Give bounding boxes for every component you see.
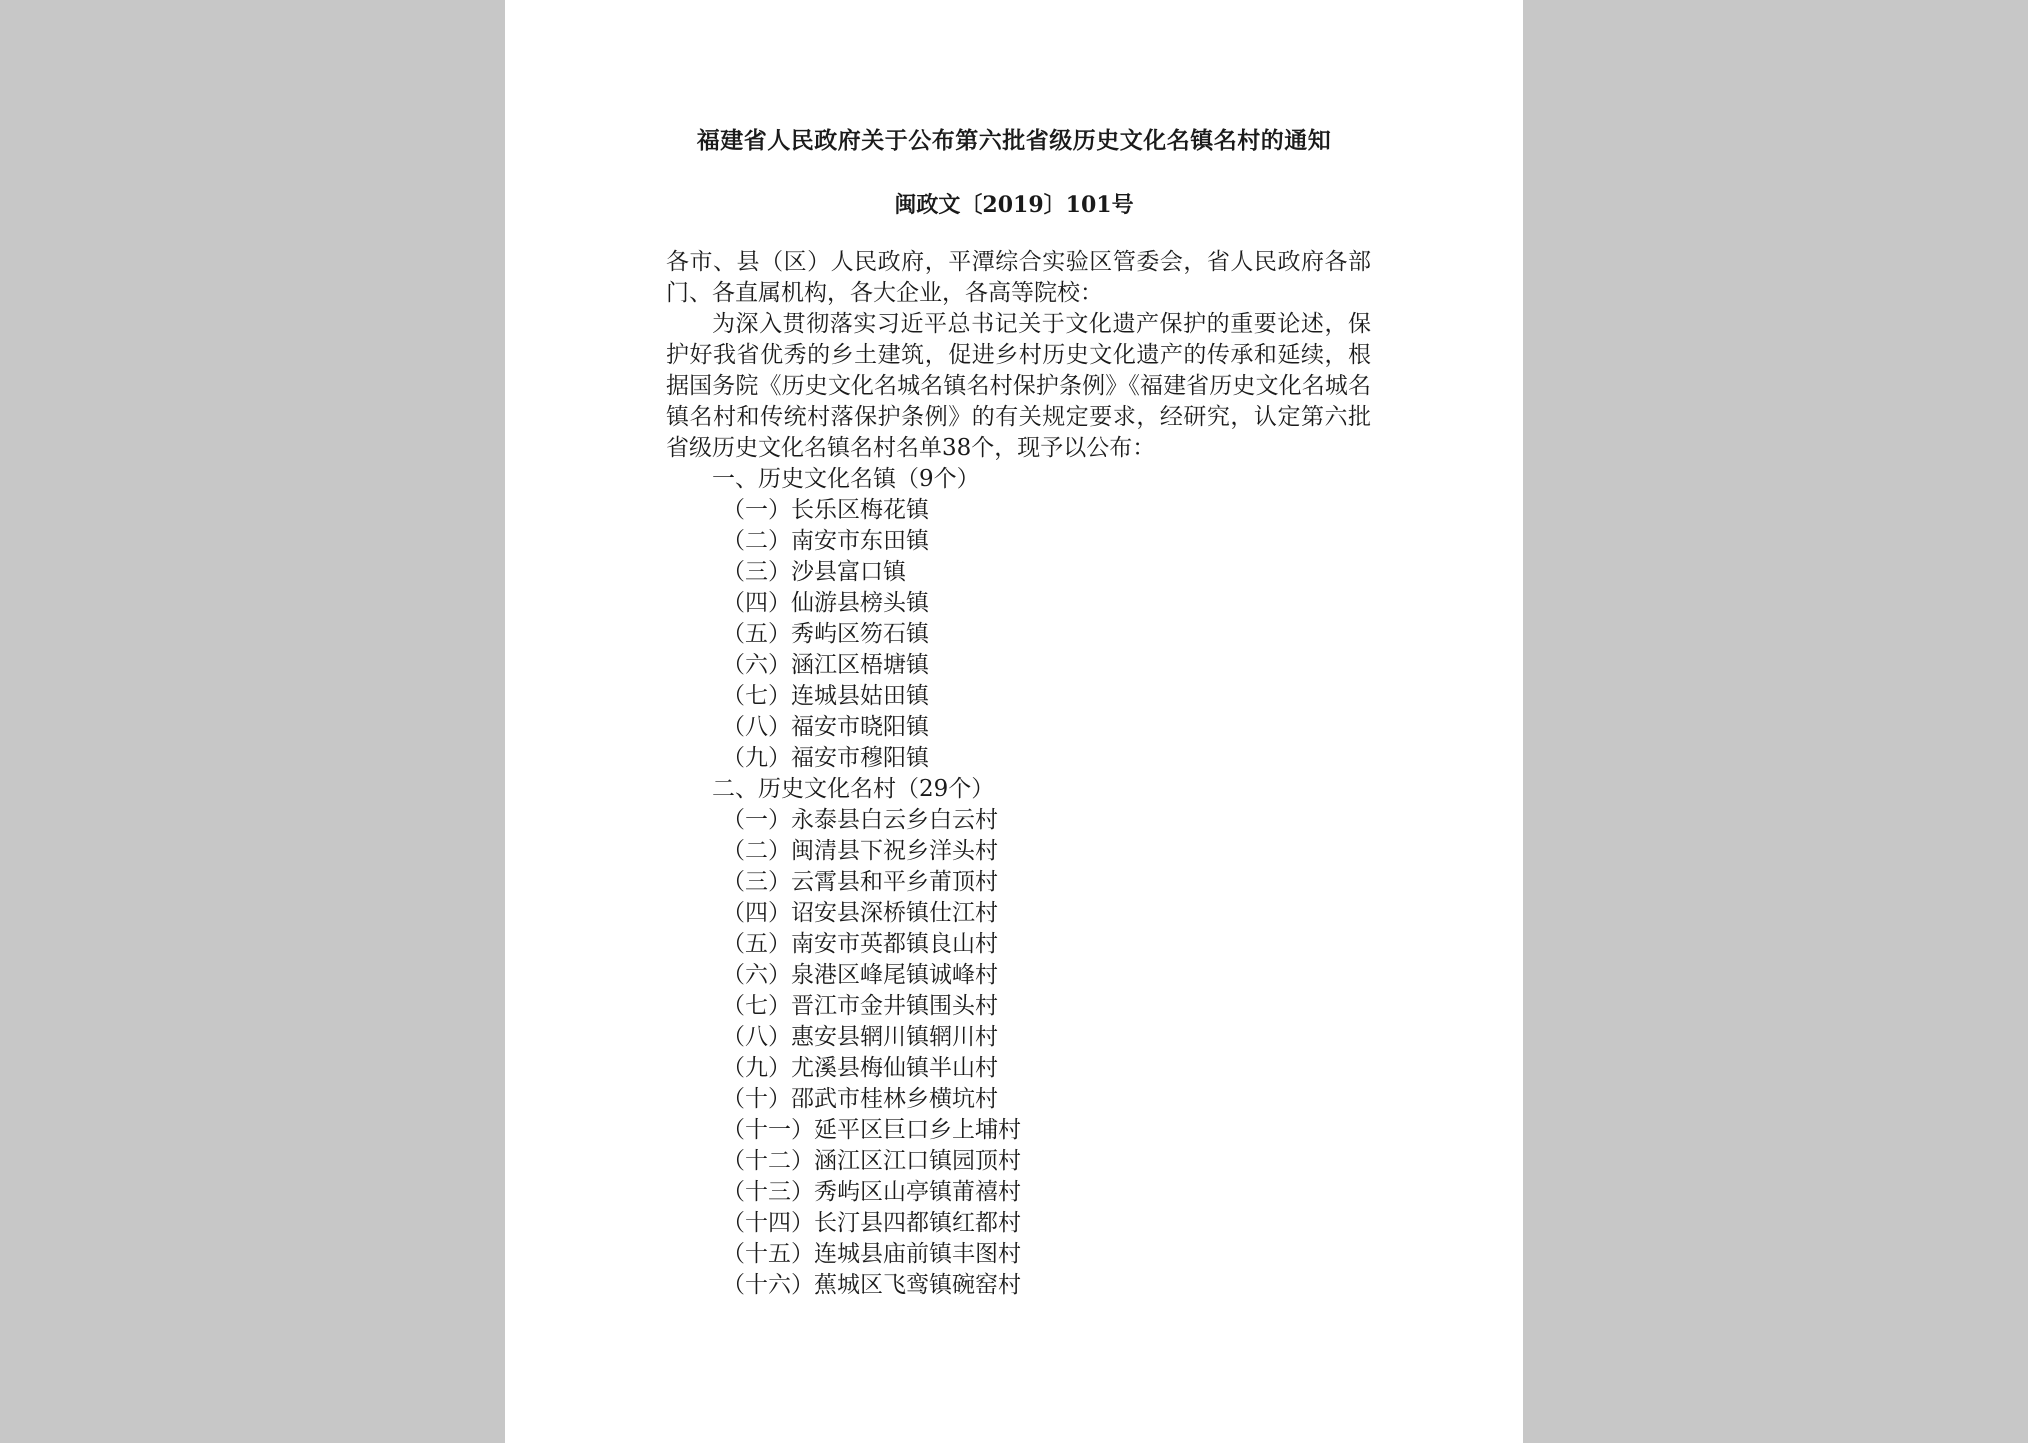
villages-section-heading: 二、历史文化名村（29个） <box>712 776 995 802</box>
town-list-item: （七）连城县姑田镇 <box>722 683 929 709</box>
village-list-item: （七）晋江市金井镇围头村 <box>722 993 998 1019</box>
village-list-item: （十）邵武市桂林乡横坑村 <box>722 1086 998 1112</box>
town-list-item: （四）仙游县榜头镇 <box>722 590 929 616</box>
document-page <box>505 0 1523 1443</box>
towns-list <box>666 495 1371 774</box>
village-list-item: （二）闽清县下祝乡洋头村 <box>722 838 998 864</box>
towns-section-heading: 一、历史文化名镇（9个） <box>712 466 980 492</box>
village-list-item: （十六）蕉城区飞鸾镇碗窑村 <box>722 1272 1021 1298</box>
villages-list <box>666 805 1371 1301</box>
document-body <box>666 247 1371 1301</box>
village-list-item: （十四）长汀县四都镇红都村 <box>722 1210 1021 1236</box>
town-list-item: （九）福安市穆阳镇 <box>722 745 929 771</box>
village-list-item: （九）尤溪县梅仙镇半山村 <box>722 1055 998 1081</box>
town-list-item: （六）涵江区梧塘镇 <box>722 652 929 678</box>
document-title: 福建省人民政府关于公布第六批省级历史文化名镇名村的通知 <box>696 127 1332 154</box>
village-list-item: （一）永泰县白云乡白云村 <box>722 807 998 833</box>
village-list-item: （十一）延平区巨口乡上埔村 <box>722 1117 1021 1143</box>
document-number: 闽政文〔2019〕101号 <box>894 192 1134 218</box>
town-list-item: （五）秀屿区笏石镇 <box>722 621 929 647</box>
addressee-paragraph: 各市、县（区）人民政府，平潭综合实验区管委会，省人民政府各部门、各直属机构，各大企业，各高等院校： <box>666 249 1371 306</box>
village-list-item: （四）诏安县深桥镇仕江村 <box>722 900 998 926</box>
village-list-item: （八）惠安县辋川镇辋川村 <box>722 1024 998 1050</box>
town-list-item: （三）沙县富口镇 <box>722 559 906 585</box>
village-list-item: （五）南安市英都镇良山村 <box>722 931 998 957</box>
village-list-item: （十五）连城县庙前镇丰图村 <box>722 1241 1021 1267</box>
intro-paragraph: 为深入贯彻落实习近平总书记关于文化遗产保护的重要论述，保护好我省优秀的乡土建筑，促进乡村历史文化遗产的传承和延续，根据国务院《历史文化名城名镇名村保护条例》《福建省历史文化名城名镇名村和传统村落保护条例》的有关规定要求，经研究，认定第六批省级历史文化名镇名村名单38个，现予以公布： <box>666 311 1371 461</box>
town-list-item: （一）长乐区梅花镇 <box>722 497 929 523</box>
town-list-item: （八）福安市晓阳镇 <box>722 714 929 740</box>
village-list-item: （十三）秀屿区山亭镇莆禧村 <box>722 1179 1021 1205</box>
town-list-item: （二）南安市东田镇 <box>722 528 929 554</box>
village-list-item: （三）云霄县和平乡莆顶村 <box>722 869 998 895</box>
village-list-item: （六）泉港区峰尾镇诚峰村 <box>722 962 998 988</box>
village-list-item: （十二）涵江区江口镇园顶村 <box>722 1148 1021 1174</box>
